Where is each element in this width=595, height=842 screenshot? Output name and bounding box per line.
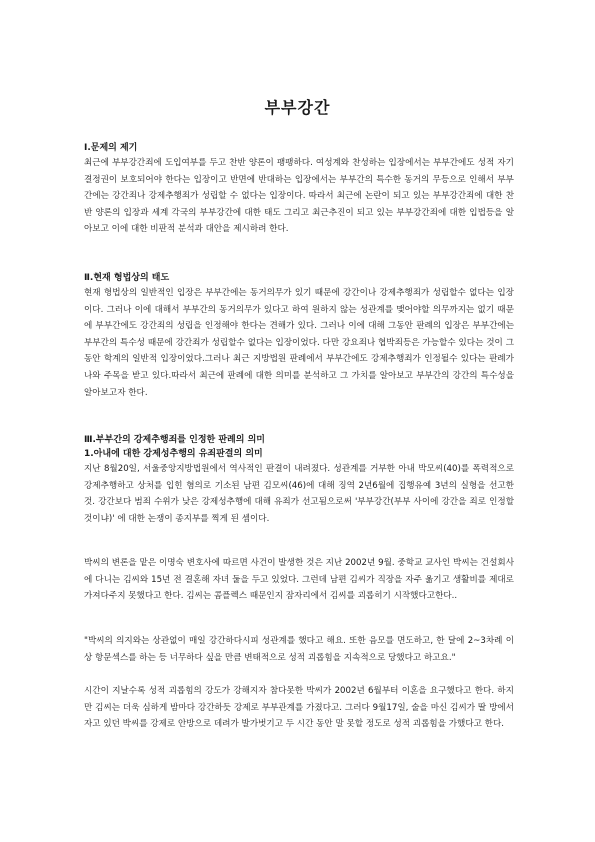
paragraph: 지난 8월20일, 서울중앙지방법원에서 역사적인 판결이 내려졌다. 성관계를 거부한 아내 박모씨(40)를 폭력적으로 강제추행하고 상처를 입힌 혐의로 기소된 남편 김모씨(46)에 대해 징역 2년6월에 집행유예 3년의 실형을 선고한 것. 강간보다 범죄 수위가 낮은 강제성추행에 대해 유죄가 선고됨으로써 '부부강간(부부 사이에 강간을 죄로 인정할 것이냐)' 에 대한 논쟁이 종지부를 찍게 된 셈이다. xyxy=(84,464,514,524)
section-body-3c xyxy=(84,633,514,666)
document-title: 부부강간 xyxy=(264,98,331,117)
section-body-3d xyxy=(84,683,514,733)
section-subheading: 1.아내에 대한 강제성추행의 유죄판결의 의미 xyxy=(84,449,263,459)
section-heading-1: Ⅰ.문제의 제기 xyxy=(84,143,138,153)
paragraph: 현재 형법상의 일반적인 입장은 부부간에는 동거의무가 있기 때문에 강간이나 강제추행죄가 성립할수 없다는 입장이다. 그러나 이에 대해서 부부간의 동거의무가 있다고 하여 원하지 않는 성관계를 맺어야할 의무까지는 없기 때문에 부부간에도 강간죄의 성립을 인정해야 한다는 견해가 있다. 그러나 이에 대해 그동안 판례의 입장은 부부간에는 부부간의 특수성 때문에 강간죄가 성립할수 없다는 입장이었다. 다만 강요죄나 협박죄등은 가능할수 있다는 것이 그동안 학계의 일반적 입장이었다.그러나 최근 지방법원 판례에서 부부간에도 강제추행죄가 인정될수 있다는 판례가 나와 주목을 받고 있다.따라서 최근에 판례에 대한 의미를 분석하고 그 가치를 알아보고 부부간의 강간의 특수성을 알아보고자 한다. xyxy=(84,288,514,398)
section-heading-3: Ⅲ.부부간의 강제추행죄를 인정한 판례의 의미 xyxy=(84,435,265,445)
section-body-3b xyxy=(84,555,514,605)
paragraph: 시간이 지날수록 성적 괴롭힘의 강도가 강해지자 참다못한 박씨가 2002년 6월부터 이혼을 요구했다고 한다. 하지만 김씨는 더욱 심하게 밤마다 강간하듯 강제로 부부관계를 가졌다고. 그러다 9월17일, 술을 마신 김씨가 딸 방에서 자고 있던 박씨를 강제로 안방으로 데려가 발가벗기고 두 시간 동안 말 못할 정도로 성적 괴롭힘을 가했다고 한다. xyxy=(84,686,514,730)
paragraph: 박씨의 변론을 맡은 이명숙 변호사에 따르면 사건이 발생한 것은 지난 2002년 9월. 중학교 교사인 박씨는 건설회사에 다니는 김씨와 15년 전 결혼해 자녀 둘을 두고 있었다. 그런데 남편 김씨가 직장을 자주 옮기고 생활비를 제대로 가져다주지 못했다고 한다. 김씨는 콤플렉스 때문인지 잠자리에서 김씨를 괴롭히기 시작했다고한다.. xyxy=(84,558,514,602)
section-body-1 xyxy=(84,155,514,238)
section-body-2 xyxy=(84,285,514,401)
section-body-3a xyxy=(84,461,514,527)
quote-paragraph: "박씨의 의지와는 상관없이 매일 강간하다시피 성관계를 했다고 해요. 또한 음모를 면도하고, 한 달에 2~3차례 이상 항문섹스를 하는 등 너무하다 싶을 만큼 변태적으로 성적 괴롭힘을 지속적으로 당했다고 하고요." xyxy=(84,636,514,663)
paragraph: 최근에 부부강간죄에 도입여부를 두고 찬반 양론이 팽팽하다. 여성계와 찬성하는 입장에서는 부부간에도 성적 자기결정권이 보호되어야 한다는 입장이고 반면에 반대하는 입장에서는 부부간의 특수한 동거의 무등으로 인해서 부부간에는 강간죄나 강제추행죄가 성립할 수 없다는 입장이다. 따라서 최근에 논란이 되고 있는 부부강간죄에 대한 찬반 양론의 입장과 세계 각국의 부부강간에 대한 태도 그리고 최근추진이 되고 있는 부부강간죄에 대한 입법등을 알아보고 이에 대한 비판적 분석과 대안을 제시하려 한다. xyxy=(84,158,514,235)
section-heading-2: Ⅱ.현재 형법상의 태도 xyxy=(84,273,170,283)
